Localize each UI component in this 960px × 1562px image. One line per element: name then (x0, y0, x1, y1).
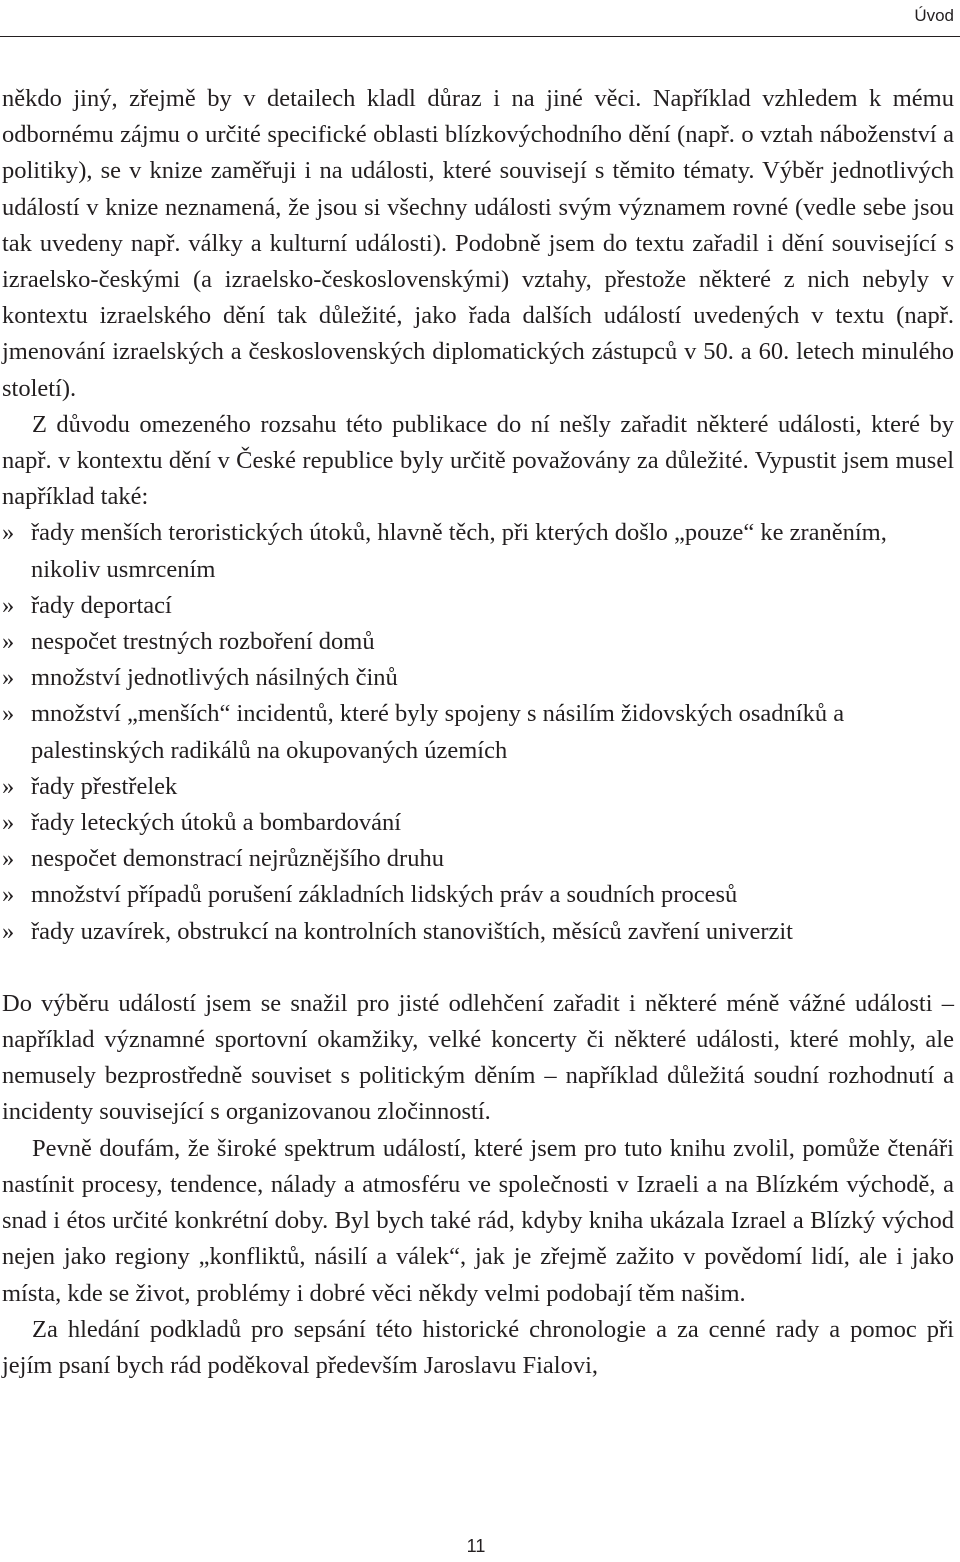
running-header-title: Úvod (914, 6, 954, 25)
bullet-marker: » (2, 881, 15, 909)
list-item-text: nespočet demonstrací nejrůznějšího druhu (31, 845, 444, 873)
body-paragraph: někdo jiný, zřejmě by v detailech kladl důraz i na jiné věci. Například vzhledem k mému odbornému zájmu o určité specifické oblasti blízkovýchodního dění (např. o vztah náboženství a politiky), se v knize zaměřuji i na události, které souvisejí s těmito tématy. Výběr jednotlivých událostí v knize neznamená, že jsou si všechny události svým významem rovné (vedle sebe jsou tak uvedeny např. války a kulturní události). Podobně jsem do textu zařadil i dění související s izraelsko-českými (a izraelsko-československými) vztahy, přestože některé z nich nebyly v kontextu izraelského dění tak důležité, jako řada dalších událostí uvedených v textu (např. jmenování izraelských a československých diplomatických zástupců v 50. a 60. letech minulého století). (2, 85, 954, 402)
bullet-marker: » (2, 664, 15, 692)
page-body (2, 81, 954, 1384)
list-item (2, 696, 954, 768)
list-item-text: řady uzavírek, obstrukcí na kontrolních stanovištích, měsíců zavření univerzit (31, 917, 793, 945)
bullet-marker: » (2, 845, 15, 873)
bullet-marker: » (2, 809, 15, 837)
header-divider (0, 36, 960, 37)
body-paragraph: Do výběru událostí jsem se snažil pro jisté odlehčení zařadit i některé méně vážné události – například významné sportovní okamžiky, velké koncerty či některé události, které mohly, ale nemusely bezprostředně souviset s politickým děním – například důležitá soudní rozhodnutí a incidenty související s organizovanou zločinností. (2, 989, 954, 1126)
list-item-text: množství „menších“ incidentů, které byly spojeny s násilím židovských osadníků a palestinských radikálů na okupovaných územích (31, 700, 845, 764)
list-item-text: množství případů porušení základních lidských práv a soudních procesů (31, 881, 738, 909)
list-item (2, 588, 954, 624)
body-paragraph: Z důvodu omezeného rozsahu této publikace do ní nešly zařadit některé události, které by např. v kontextu dění v České republice byly určitě považovány za důležité. Vypustit jsem musel například také: (2, 410, 954, 511)
omitted-events-list (2, 515, 954, 949)
list-item-text: řady deportací (31, 591, 172, 619)
list-item-text: řady přestřelek (31, 772, 178, 800)
bullet-marker: » (2, 519, 15, 547)
list-item (2, 877, 954, 913)
bullet-marker: » (2, 628, 15, 656)
list-item (2, 515, 954, 587)
list-item (2, 660, 954, 696)
list-item (2, 841, 954, 877)
body-paragraph: Pevně doufám, že široké spektrum událostí, které jsem pro tuto knihu zvolil, pomůže čtenáři nastínit procesy, tendence, nálady a atmosféru ve společnosti v Izraeli a na Blízkém východě, a snad i étos určité konkrétní doby. Byl bych také rád, kdyby kniha ukázala Izrael a Blízký východ nejen jako regiony „konfliktů, násilí a válek“, jak je zřejmě zažito v povědomí lidí, ale i jako místa, kde se život, problémy i dobré věci někdy velmi podobají těm našim. (2, 1134, 954, 1307)
list-item-text: množství jednotlivých násilných činů (31, 664, 398, 692)
list-item-text: řady menších teroristických útoků, hlavně těch, při kterých došlo „pouze“ ke zraněním, nikoliv usmrcením (31, 519, 887, 583)
bullet-marker: » (2, 591, 15, 619)
section-spacer (2, 950, 954, 986)
list-item (2, 805, 954, 841)
bullet-marker: » (2, 700, 15, 728)
bullet-marker: » (2, 772, 15, 800)
list-item-text: řady leteckých útoků a bombardování (31, 809, 402, 837)
list-item (2, 769, 954, 805)
body-paragraph: Za hledání podkladů pro sepsání této historické chronologie a za cenné rady a pomoc při jejím psaní bych rád poděkoval především Jaroslavu Fialovi, (2, 1315, 954, 1379)
list-item-text: nespočet trestných rozboření domů (31, 628, 375, 656)
bullet-marker: » (2, 917, 15, 945)
list-item (2, 624, 954, 660)
list-item (2, 914, 954, 950)
page-number: 11 (466, 1536, 486, 1556)
